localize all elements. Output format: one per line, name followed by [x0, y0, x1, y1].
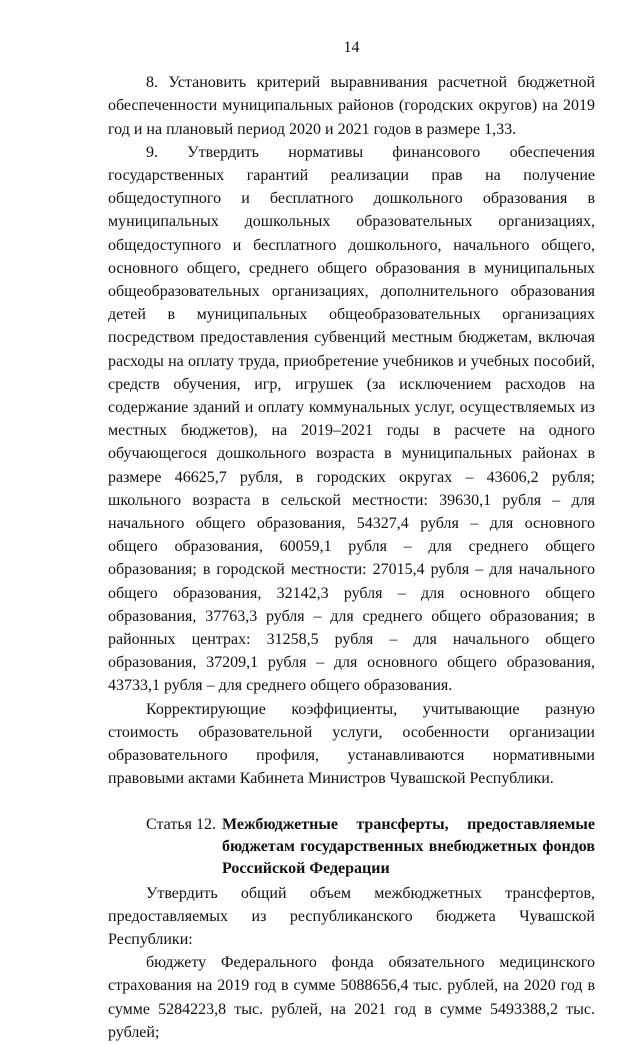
paragraph-coefficients: Корректирующие коэффициенты, учитывающие разную стоимость образовательной услуги, особенности организации образовательного профиля, устанавливаются нормативными правовыми актами Кабинета Министров Чувашской Республики. — [108, 700, 595, 788]
article-label: Статья 12. — [146, 815, 216, 833]
article-title: Межбюджетные трансферты, предоставляемые бюджетам государственных внебюджетных фондов Российской Федерации — [221, 815, 595, 877]
paragraph-item-9: 9. Утвердить нормативы финансового обеспечения государственных гарантий реализации прав на получение общедоступного и бесплатного дошкольного образования в муниципальных дошкольных образовательных организациях, общедоступного и бесплатного дошкольного, начального общего, основного общего, среднего общего образования в муниципальных общеобразовательных организациях, дополнительного образования детей в муниципальных общеобразовательных организациях посредством предоставления субвенций местным бюджетам, включая расходы на оплату труда, приобретение учебников и учебных пособий, средств обучения, игр, игрушек (за исключением расходов на содержание зданий и оплату коммунальных услуг, осуществляемых из местных бюджетов), на 2019–2021 годы в расчете на одного обучающегося дошкольного возраста в муниципальных районах в размере 46625,7 рубля, в городских округах – 43606,2 рубля; школьного возраста в сельской местности: 39630,1 рубля – для начального общего образования, 54327,4 рубля – для основного общего образования, 60059,1 рубля – для среднего общего образования; в городской местности: 27015,4 рубля – для начального общего образования, 32142,3 рубля – для основного общего образования, 37763,3 рубля – для среднего общего образования; в районных центрах: 31258,5 рубля – для начального общего образования, 37209,1 рубля – для основного общего образования, 43733,1 рубля – для среднего общего образования. — [108, 143, 595, 695]
paragraph-total-transfers: Утвердить общий объем межбюджетных трансфертов, предоставляемых из республиканского бюджета Чувашской Республики: — [108, 884, 595, 948]
page-number: 14 — [343, 39, 360, 56]
paragraph-item-8: 8. Установить критерий выравнивания расчетной бюджетной обеспеченности муниципальных районов (городских округов) на 2019 год и на плановый период 2020 и 2021 годов в размере 1,33. — [108, 74, 595, 138]
paragraph-ffoms-budget: бюджету Федерального фонда обязательного медицинского страхования на 2019 год в сумме 5088656,4 тыс. рублей, на 2020 год в сумме 5284223,8 тыс. рублей, на 2021 год в сумме 5493388,2 тыс. рублей; — [108, 954, 595, 1041]
article-heading — [108, 814, 595, 880]
